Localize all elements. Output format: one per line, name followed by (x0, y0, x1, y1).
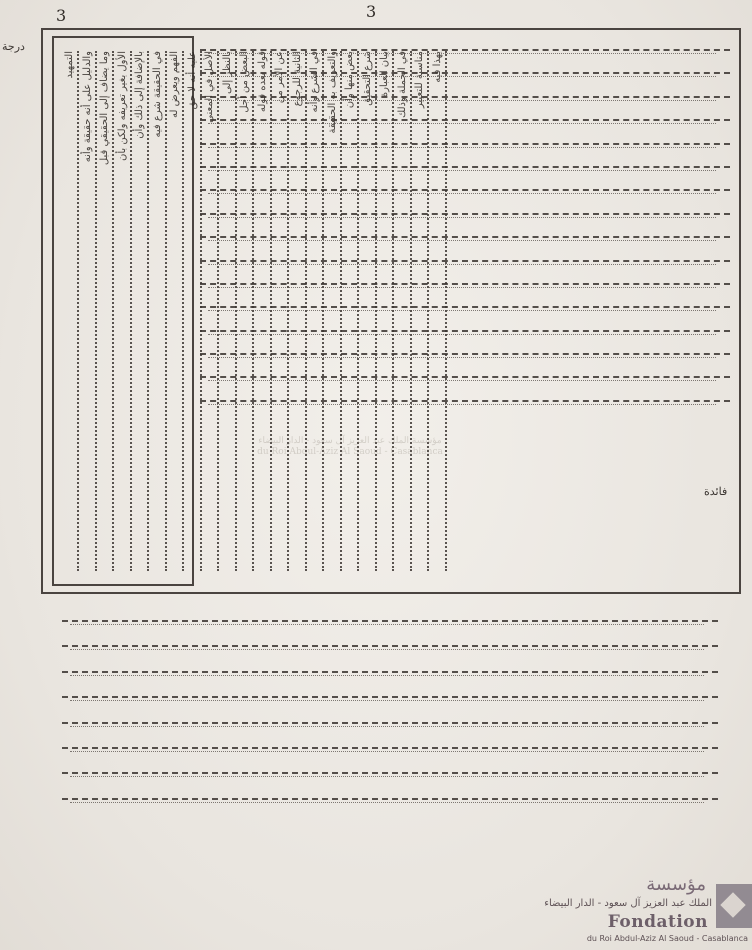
margin-line: بيان العبارة (379, 51, 394, 571)
foundation-logo (478, 872, 752, 950)
margin-line: قوله بعده قوله (257, 51, 272, 571)
text-line (200, 59, 730, 80)
margin-line: التمهيد (64, 51, 79, 571)
margin-line: بالنظر إلى (222, 51, 237, 571)
text-line (200, 317, 730, 338)
text-line (62, 657, 718, 679)
text-line (62, 682, 718, 704)
text-line (62, 606, 718, 628)
main-text-block (200, 36, 730, 584)
margin-line: والتعريف به الحقيقة (327, 51, 342, 571)
margin-line: مناسبة للتعبير (414, 51, 429, 571)
text-line (200, 247, 730, 268)
text-line (200, 223, 730, 244)
text-line (200, 363, 730, 384)
margin-line: في الحقيقة شرع فيه (152, 51, 167, 571)
logo-french-title: Fondation (607, 912, 708, 932)
margin-line: بهذا فيه (432, 51, 447, 571)
margin-line: في الجملة وذلك (397, 51, 412, 571)
text-line (62, 631, 718, 653)
text-line (200, 387, 730, 408)
margin-line: الأول بغير تعريفه ولكن بأن (117, 51, 132, 571)
margin-line: في الشرع وأنه (309, 51, 324, 571)
margin-line: الأصل في المعنى (204, 51, 219, 571)
watermark (230, 436, 470, 458)
margin-line: بعض منها وأن (344, 51, 359, 571)
page-number-center: 3 (366, 2, 377, 21)
margin-line: عن الأمر من (274, 51, 289, 571)
watermark-french: du Roi Abdul-Aziz Al Saoud - Casablanca (257, 447, 443, 457)
margin-line: البعض من أجل (239, 51, 254, 571)
text-line (200, 130, 730, 151)
text-line (62, 758, 718, 780)
text-line (200, 200, 730, 221)
margin-line: وما يضاف إلى الحقيقي قبل (99, 51, 114, 571)
text-line (200, 270, 730, 291)
page-number-left: 3 (56, 6, 67, 25)
text-line (200, 293, 730, 314)
text-line (200, 106, 730, 127)
text-line (62, 784, 718, 806)
text-line (200, 83, 730, 104)
watermark-arabic: مؤسسة الملك عبد العزيز آل سعود - الدار البيضاء (258, 436, 442, 446)
lower-text-block (62, 606, 718, 876)
logo-french-subtitle: du Roi Abdul-Aziz Al Saoud - Casablanca (586, 934, 748, 943)
margin-line: شرع التحقيق (362, 51, 377, 571)
text-line (200, 176, 730, 197)
text-line (200, 36, 730, 57)
text-line (62, 708, 718, 730)
margin-line: الثانية للرجوع (292, 51, 307, 571)
logo-emblem-icon (716, 884, 752, 928)
margin-line: بالإضافة إلى ذلك وأن (134, 51, 149, 571)
text-line (200, 153, 730, 174)
margin-line: الفهم ويعرض له (169, 51, 184, 571)
right-margin-note: فائدة (704, 485, 728, 498)
text-line (62, 733, 718, 755)
margin-line: عليه أنه لا حق (187, 51, 202, 571)
top-margin-note: درجة (2, 40, 25, 53)
logo-arabic-title: مؤسسة (646, 874, 706, 895)
margin-line: والدليل على أنه حقيقة وأنه (82, 51, 97, 571)
logo-arabic-subtitle: الملك عبد العزيز آل سعود - الدار البيضاء (544, 898, 712, 909)
text-line (200, 340, 730, 361)
